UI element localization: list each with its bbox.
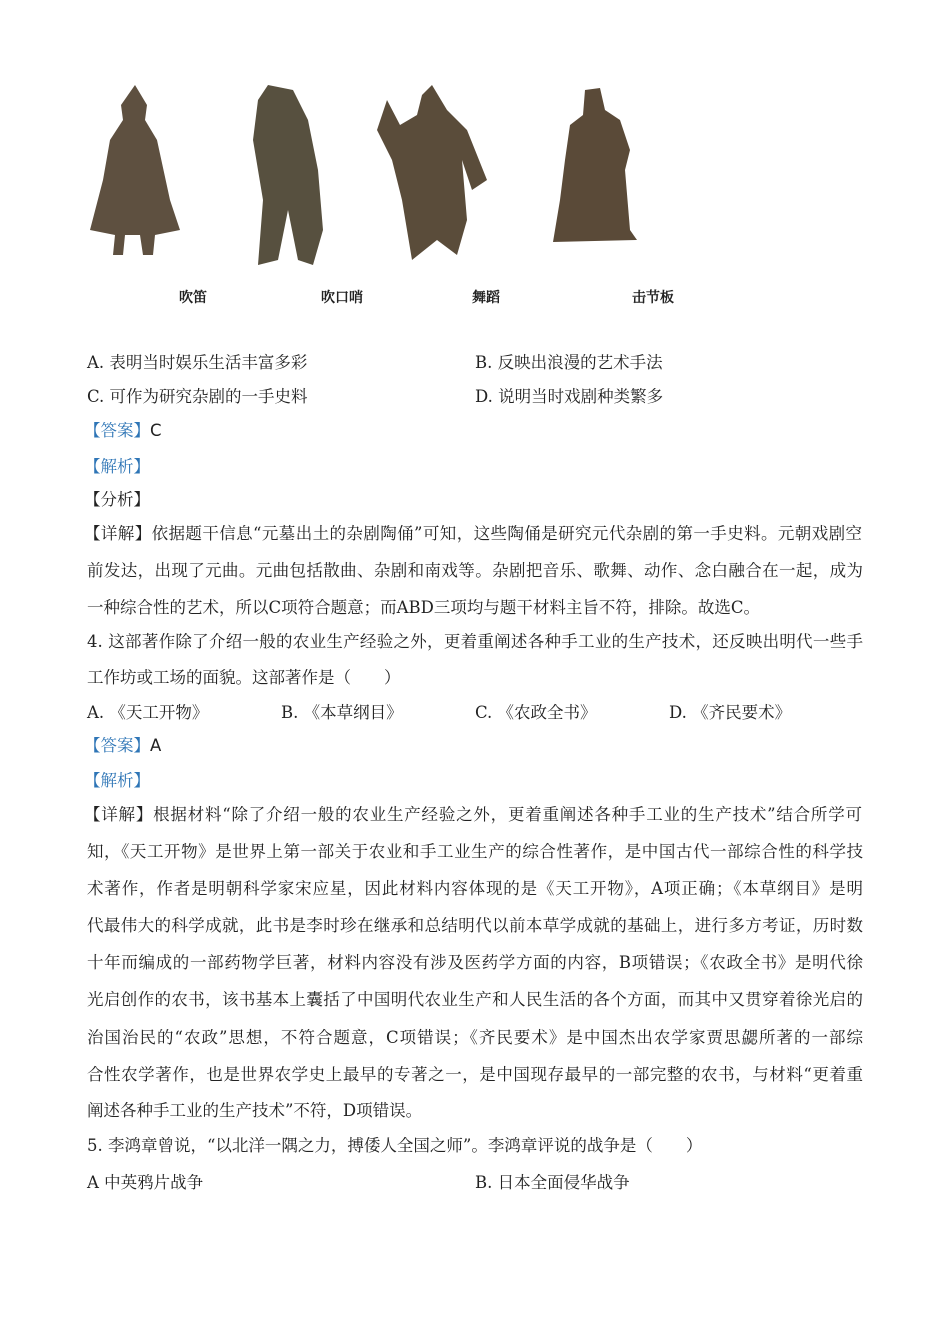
q3-option-d: D. 说明当时戏剧种类繁多 — [475, 387, 664, 406]
q4-analysis-heading: 【解析】 — [84, 771, 150, 790]
figurine-clapper-image — [545, 80, 645, 245]
q4-stem-line: 4. 这部著作除了介绍一般的农业生产经验之外，更着重阐述各种手工业的生产技术，还反映出明代一些手 — [87, 632, 863, 651]
q3-detail-line: 前发达，出现了元曲。元曲包括散曲、杂剧和南戏等。杂剧把音乐、歌舞、动作、念白融合在一起，成为 — [87, 561, 863, 580]
q4-option-d: D. 《齐民要术》 — [669, 703, 792, 722]
q4-detail-line: 术著作，作者是明朝科学家宋应星，因此材料内容体现的是《天工开物》，A项正确；《本草纲目》是明 — [87, 879, 863, 898]
q3-option-a: A. 表明当时娱乐生活丰富多彩 — [87, 353, 308, 372]
q4-detail-line: 合性农学著作，也是世界农学史上最早的专著之一，是中国现存最早的一部完整的农书，与材料“更着重 — [87, 1065, 863, 1084]
q3-detail-line: 一种综合性的艺术，所以C项符合题意；而ABD三项均与题干材料主旨不符，排除。故选C。 — [87, 598, 761, 617]
figure-caption: 吹笛 — [179, 290, 207, 306]
q4-option-b: B. 《本草纲目》 — [281, 703, 403, 722]
q3-answer: 【答案】C — [84, 421, 162, 440]
q4-stem-line: 工作坊或工场的面貌。这部著作是（ ） — [87, 668, 401, 687]
figurine-whistle-image — [238, 80, 338, 270]
q4-option-c: C. 《农政全书》 — [475, 703, 597, 722]
q5-option-a: A 中英鸦片战争 — [87, 1173, 204, 1192]
q5-option-b: B. 日本全面侵华战争 — [475, 1173, 630, 1192]
q3-fenxi-heading: 【分析】 — [84, 490, 150, 509]
q4-detail-line: 阐述各种手工业的生产技术”不符，D项错误。 — [87, 1101, 423, 1120]
q5-stem: 5. 李鸿章曾说，“以北洋一隅之力，搏倭人全国之师”。李鸿章评说的战争是（ ） — [87, 1136, 703, 1155]
figure-caption: 舞蹈 — [472, 290, 500, 306]
figurine-dance-image — [372, 80, 497, 265]
q4-detail-line: 【详解】根据材料“除了介绍一般的农业生产经验之外，更着重阐述各种手工业的生产技术”结合所学可 — [84, 805, 862, 824]
q4-detail-line: 知，《天工开物》是世界上第一部关于农业和手工业生产的综合性著作，是中国古代一部综合性的科学技 — [87, 842, 863, 861]
q4-option-a: A. 《天工开物》 — [87, 703, 209, 722]
q4-detail-line: 十年而编成的一部药物学巨著，材料内容没有涉及医药学方面的内容，B项错误；《农政全书》是明代徐 — [87, 953, 863, 972]
q3-option-b: B. 反映出浪漫的艺术手法 — [475, 353, 663, 372]
q4-detail-line: 代最伟大的科学成就，此书是李时珍在继承和总结明代以前本草学成就的基础上，进行多方考证，历时数 — [87, 916, 863, 935]
figure-caption: 击节板 — [632, 290, 674, 306]
q4-detail-line: 治国治民的“农政”思想，不符合题意，C项错误；《齐民要术》是中国杰出农学家贾思勰所著的一部综 — [87, 1028, 863, 1047]
q3-analysis-heading: 【解析】 — [84, 457, 150, 476]
q4-answer: 【答案】A — [84, 736, 162, 755]
figurine-flute-image — [85, 80, 185, 260]
figure-caption: 吹口哨 — [321, 290, 363, 306]
q4-detail-line: 光启创作的农书，该书基本上囊括了中国明代农业生产和人民生活的各个方面，而其中又贯穿着徐光启的 — [87, 990, 863, 1009]
q3-detail-line: 【详解】依据题干信息“元墓出土的杂剧陶俑”可知，这些陶俑是研究元代杂剧的第一手史料。元朝戏剧空 — [84, 524, 863, 543]
q3-option-c: C. 可作为研究杂剧的一手史料 — [87, 387, 308, 406]
